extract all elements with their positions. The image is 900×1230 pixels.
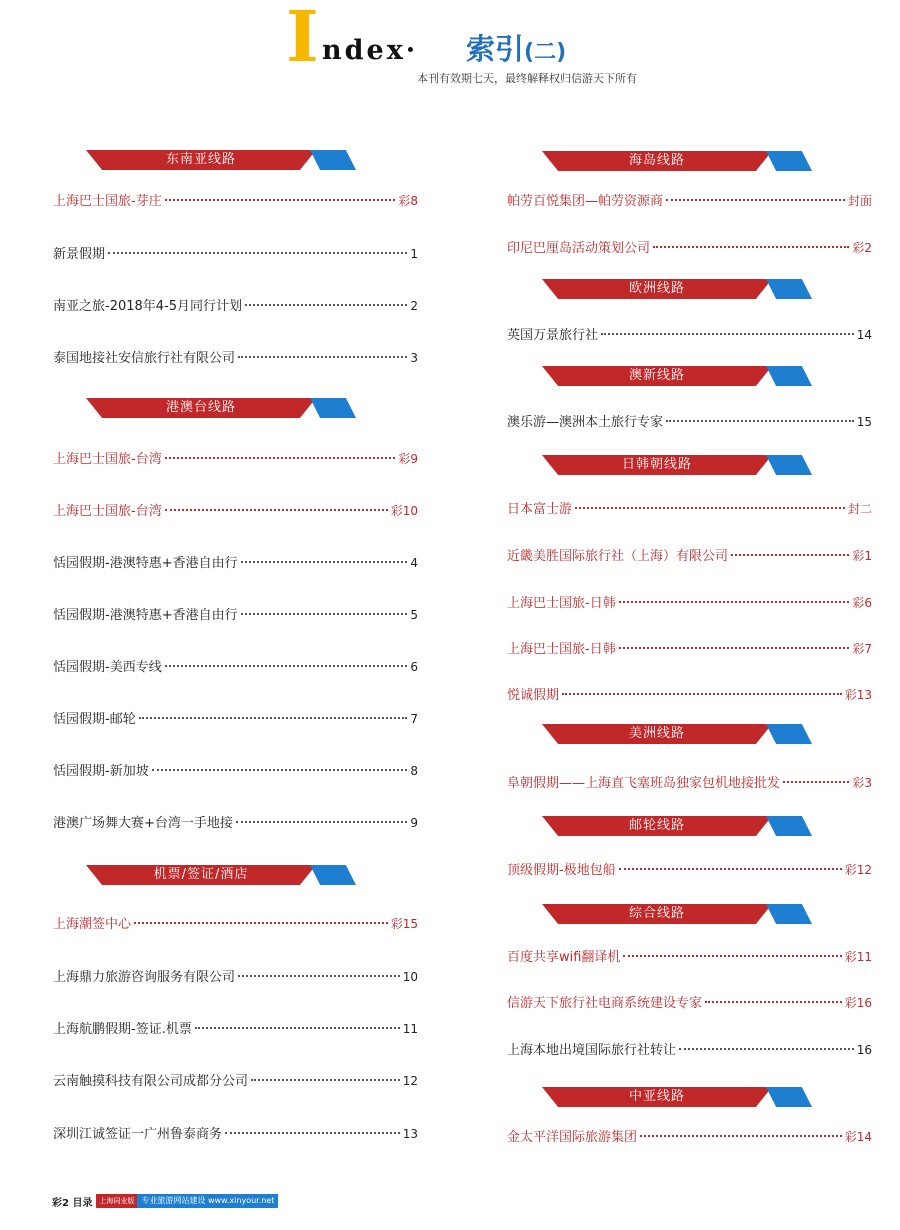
leader-dots [783, 781, 849, 783]
index-entry[interactable] [507, 640, 872, 659]
index-entry[interactable] [53, 710, 418, 729]
banner-blue-tab [766, 279, 812, 299]
banner-blue-tab [310, 865, 356, 885]
entry-page: 彩13 [844, 688, 872, 702]
section-title: 美洲线路 [628, 726, 685, 741]
entry-page: 4 [410, 556, 418, 570]
index-entry[interactable] [53, 297, 418, 316]
entry-page: 封面 [847, 194, 872, 208]
entry-title: 上海本地出境国际旅行社转让 [507, 1043, 677, 1058]
banner-blue-tab [766, 151, 812, 171]
entry-title: 金太平洋国际旅游集团 [507, 1130, 638, 1145]
entry-title: 信游天下旅行社电商系统建设专家 [507, 996, 703, 1011]
section-title: 欧洲线路 [628, 281, 685, 296]
entry-page: 2 [410, 299, 418, 313]
index-entry[interactable] [507, 239, 872, 258]
leader-dots [601, 333, 854, 335]
entry-title: 百度共享wifi翻译机 [507, 950, 621, 965]
leader-dots [619, 601, 850, 603]
index-entry[interactable] [507, 1041, 872, 1060]
leader-dots [195, 1027, 400, 1029]
entry-title: 新景假期 [53, 247, 106, 262]
entry-title: 澳乐游—澳洲本土旅行专家 [507, 415, 664, 430]
entry-page: 7 [410, 712, 418, 726]
index-entry[interactable] [507, 547, 872, 566]
entry-title: 云南触摸科技有限公司成都分公司 [53, 1074, 249, 1089]
section-title: 港澳台线路 [165, 400, 236, 415]
entry-page: 彩10 [390, 504, 418, 518]
leader-dots [241, 561, 408, 563]
entry-title: 上海鼎力旅游咨询服务有限公司 [53, 970, 236, 985]
leader-dots [666, 199, 845, 201]
section-title: 综合线路 [628, 906, 685, 921]
leader-dots [152, 769, 408, 771]
banner-blue-tab [310, 398, 356, 418]
leader-dots [238, 356, 407, 358]
index-entry[interactable] [507, 326, 872, 345]
banner-blue-tab [310, 150, 356, 170]
entry-page: 封二 [847, 502, 872, 516]
entry-page: 彩1 [852, 549, 872, 563]
leader-dots [139, 717, 408, 719]
entry-title: 上海航鹏假期-签证.机票 [53, 1022, 192, 1037]
page-title [466, 32, 566, 70]
leader-dots [705, 1001, 842, 1003]
entry-title: 近畿美胜国际旅行社（上海）有限公司 [507, 549, 729, 564]
entry-title: 泰国地接社安信旅行社有限公司 [53, 351, 236, 366]
entry-page: 3 [410, 351, 418, 365]
index-entry[interactable] [53, 814, 418, 833]
entry-page: 12 [402, 1074, 418, 1088]
entry-page: 彩11 [844, 950, 872, 964]
entry-title: 悦诚假期 [507, 688, 560, 703]
index-entry[interactable] [507, 861, 872, 880]
entry-page: 彩9 [398, 452, 418, 466]
index-entry[interactable] [507, 413, 872, 432]
title-chinese: 索引 [466, 32, 525, 66]
entry-page: 彩12 [844, 863, 872, 877]
leader-dots [619, 647, 850, 649]
entry-page: 彩7 [852, 642, 872, 656]
leader-dots [251, 1079, 400, 1081]
banner-blue-tab [766, 1087, 812, 1107]
footer-page-label: 彩2 目录 [52, 1197, 93, 1209]
leader-dots [241, 613, 408, 615]
entry-title: 恬园假期-美西专线 [53, 660, 162, 675]
entry-page: 彩6 [852, 596, 872, 610]
index-entry[interactable] [53, 245, 418, 264]
entry-title: 帕劳百悦集团—帕劳资源商 [507, 194, 664, 209]
banner-blue-tab [766, 455, 812, 475]
entry-page: 彩16 [844, 996, 872, 1010]
entry-title: 上海巴士国旅-芽庄 [53, 194, 162, 209]
leader-dots [165, 509, 388, 511]
leader-dots [165, 199, 396, 201]
index-entry[interactable] [507, 994, 872, 1013]
leader-dots [245, 304, 407, 306]
index-entry[interactable] [53, 554, 418, 573]
entry-title: 上海潮签中心 [53, 917, 132, 932]
leader-dots [108, 252, 407, 254]
entry-page: 1 [410, 247, 418, 261]
index-entry[interactable] [507, 500, 872, 519]
entry-page: 8 [410, 764, 418, 778]
banner-blue-tab [766, 724, 812, 744]
entry-title: 上海巴士国旅-台湾 [53, 452, 162, 467]
index-entry[interactable] [53, 502, 418, 521]
leader-dots [236, 821, 407, 823]
entry-title: 阜朝假期——上海直飞塞班岛独家包机地接批发 [507, 776, 781, 791]
index-entry[interactable] [53, 762, 418, 781]
index-entry[interactable] [507, 594, 872, 613]
entry-page: 6 [410, 660, 418, 674]
leader-dots [134, 922, 388, 924]
section-title: 机票/签证/酒店 [153, 867, 249, 882]
leader-dots [619, 868, 842, 870]
entry-page: 5 [410, 608, 418, 622]
section-title: 海岛线路 [628, 153, 685, 168]
index-entry[interactable] [53, 968, 418, 987]
entry-title: 港澳广场舞大赛+台湾一手地接 [53, 816, 233, 831]
entry-title: 恬园假期-港澳特惠+香港自由行 [53, 556, 238, 571]
index-entry[interactable] [507, 948, 872, 967]
footer-edition-badge: 上海同业版 [96, 1194, 137, 1208]
entry-title: 上海巴士国旅-日韩 [507, 596, 616, 611]
entry-page: 彩15 [390, 917, 418, 931]
index-entry[interactable] [53, 192, 418, 211]
entry-page: 10 [402, 970, 418, 984]
index-entry[interactable] [507, 774, 872, 793]
leader-dots [623, 955, 841, 957]
entry-page: 彩14 [844, 1130, 872, 1144]
index-entry[interactable] [507, 1128, 872, 1147]
section-title: 东南亚线路 [165, 152, 236, 167]
leader-dots [575, 507, 845, 509]
leader-dots [640, 1135, 842, 1137]
footer-website-link[interactable]: 专业旅游网站建设 www.xinyour.net [137, 1194, 278, 1208]
entry-title: 深圳江诚签证一广州鲁泰商务 [53, 1127, 223, 1142]
entry-title: 恬园假期-港澳特惠+香港自由行 [53, 608, 238, 623]
page-footer [52, 1194, 278, 1208]
entry-title: 日本富士游 [507, 502, 573, 517]
index-entry[interactable] [507, 686, 872, 705]
entry-page: 16 [856, 1043, 872, 1057]
leader-dots [225, 1132, 400, 1134]
entry-page: 14 [856, 328, 872, 342]
section-title: 日韩朝线路 [621, 457, 692, 472]
entry-page: 彩2 [852, 241, 872, 255]
entry-title: 恬园假期-邮轮 [53, 712, 136, 727]
leader-dots [679, 1048, 854, 1050]
index-entry[interactable] [53, 658, 418, 677]
entry-page: 11 [402, 1022, 418, 1036]
index-entry[interactable] [53, 450, 418, 469]
entry-title: 南亚之旅-2018年4-5月同行计划 [53, 299, 243, 314]
index-entry[interactable] [53, 1072, 418, 1091]
entry-title: 顶级假期-极地包船 [507, 863, 616, 878]
entry-page: 彩3 [852, 776, 872, 790]
banner-blue-tab [766, 904, 812, 924]
index-entry[interactable] [53, 606, 418, 625]
index-entry[interactable] [53, 349, 418, 368]
entry-title: 恬园假期-新加坡 [53, 764, 149, 779]
section-title: 澳新线路 [628, 368, 685, 383]
entry-title: 印尼巴厘岛活动策划公司 [507, 241, 651, 256]
page-header [0, 0, 900, 100]
section-title: 中亚线路 [628, 1089, 685, 1104]
validity-notice: 本刊有效期七天，最终解释权归信游天下所有 [417, 72, 637, 85]
leader-dots [731, 554, 849, 556]
entry-page: 15 [856, 415, 872, 429]
entry-title: 英国万景旅行社 [507, 328, 599, 343]
entry-title: 上海巴士国旅-台湾 [53, 504, 162, 519]
index-entry[interactable] [53, 1125, 418, 1144]
banner-blue-tab [766, 366, 812, 386]
index-word: ndex· [322, 35, 419, 66]
leader-dots [238, 975, 400, 977]
entry-page: 9 [410, 816, 418, 830]
entry-page: 13 [402, 1127, 418, 1141]
index-entry[interactable] [507, 192, 872, 211]
leader-dots [653, 246, 849, 248]
leader-dots [165, 457, 396, 459]
entry-page: 彩8 [398, 194, 418, 208]
index-entry[interactable] [53, 1020, 418, 1039]
banner-blue-tab [766, 816, 812, 836]
entry-title: 上海巴士国旅-日韩 [507, 642, 616, 657]
index-entry[interactable] [53, 915, 418, 934]
leader-dots [165, 665, 408, 667]
section-title: 邮轮线路 [628, 818, 685, 833]
leader-dots [562, 693, 842, 695]
leader-dots [666, 420, 854, 422]
index-initial-letter: I [286, 0, 319, 78]
title-number: (二) [524, 40, 567, 65]
